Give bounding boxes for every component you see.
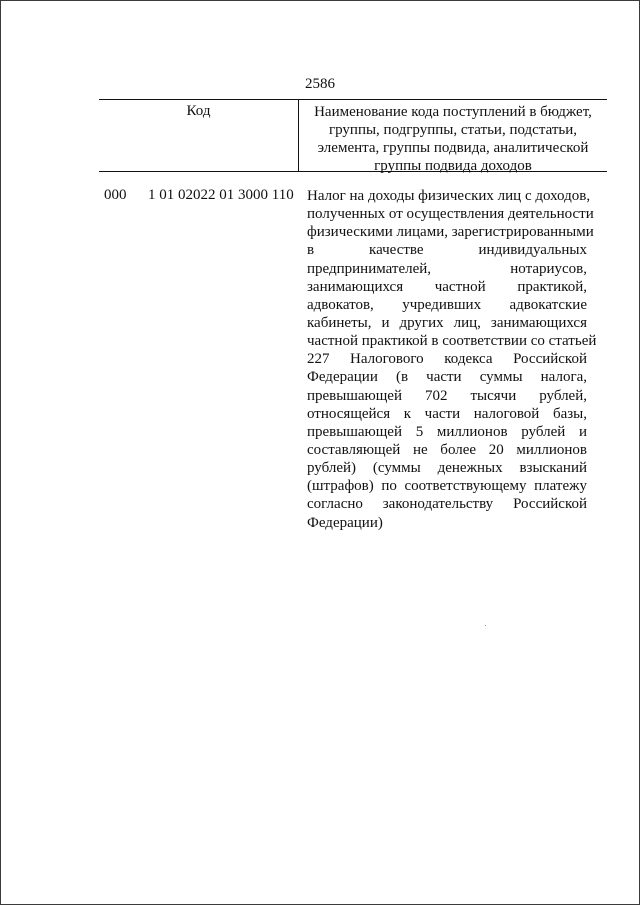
header-name <box>299 100 607 174</box>
scan-speck <box>485 625 486 626</box>
description-line: адвокатов, учредивших адвокатские <box>307 296 587 313</box>
header-name-line: группы подвида доходов <box>374 158 532 174</box>
description-line: в качестве индивидуальных <box>307 242 587 259</box>
description-line: превышающей 5 миллионов рублей и <box>307 423 587 440</box>
header-name-line: Наименование кода поступлений в бюджет, <box>314 104 592 120</box>
description-line: Федерации (в части суммы налога, <box>307 369 587 386</box>
income-description <box>307 187 597 532</box>
description-line: составляющей не более 20 миллионов <box>307 441 587 458</box>
description-line: Федерации) <box>307 514 383 531</box>
description-line: согласно законодательству Российской <box>307 496 587 513</box>
description-line: предпринимателей, нотариусов, <box>307 260 587 277</box>
header-name-line: группы, подгруппы, статьи, подстатьи, <box>328 122 578 138</box>
description-line: 227 Налогового кодекса Российской <box>307 351 587 368</box>
description-line: кабинеты, и других лиц, занимающихся <box>307 314 587 331</box>
page-number: 2586 <box>305 76 335 92</box>
description-line: занимающихся частной практикой, <box>307 278 587 295</box>
description-line: (штрафов) по соответствующему платежу <box>307 478 587 495</box>
income-code: 1 01 02022 01 3000 110 <box>148 187 294 203</box>
description-line: превышающей 702 тысячи рублей, <box>307 387 587 404</box>
header-code: Код <box>99 100 299 171</box>
table-header <box>99 99 607 172</box>
description-line: физическими лицами, зарегистрированными <box>307 224 594 241</box>
description-line: Налог на доходы физических лиц с доходов, <box>307 188 591 204</box>
description-line: относящейся к части налоговой базы, <box>307 405 587 422</box>
description-line: полученных от осуществления деятельности <box>307 206 594 223</box>
description-line: частной практикой в соответствии со статьей <box>307 333 597 350</box>
description-line: рублей) (суммы денежных взысканий <box>307 460 587 477</box>
header-name-line: элемента, группы подвида, аналитической <box>317 140 589 156</box>
admin-code: 000 <box>104 187 127 203</box>
